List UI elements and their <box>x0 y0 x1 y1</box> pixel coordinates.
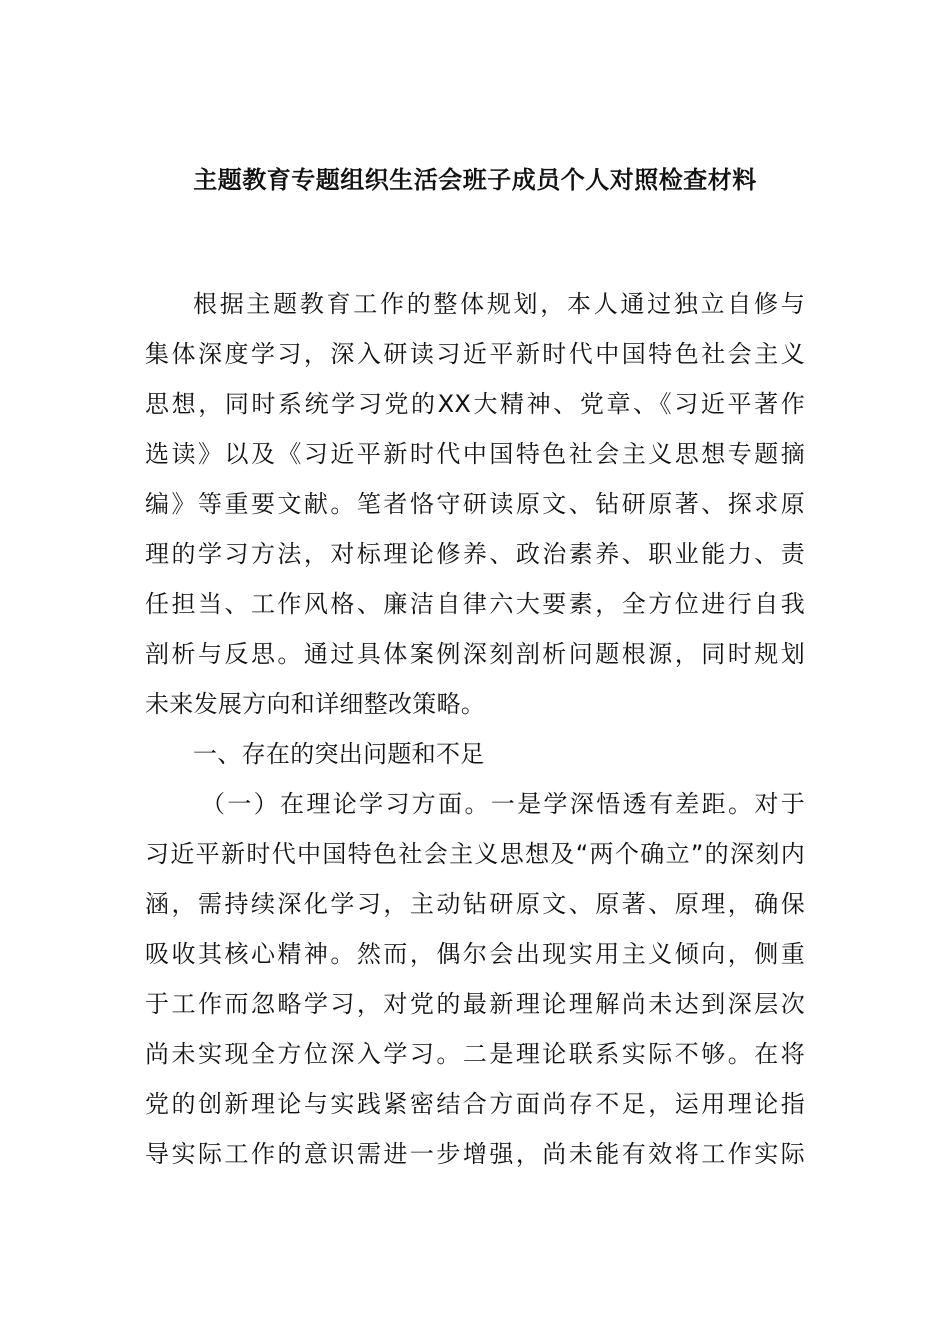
document-body <box>145 279 805 1179</box>
intro-paragraph <box>145 279 805 729</box>
paragraph-line: 根据主题教育工作的整体规划，本人通过独立自修与 <box>193 290 805 318</box>
paragraph-line: 思想，同时系统学习党的XX大精神、党章、《习近平著作 <box>145 390 805 418</box>
paragraph-line: 导实际工作的意识需进一步增强，尚未能有效将工作实际 <box>145 1140 805 1168</box>
section-heading: 一、存在的突出问题和不足 <box>193 740 485 768</box>
paragraph-line: 党的创新理论与实践紧密结合方面尚存不足，运用理论指 <box>145 1090 805 1118</box>
paragraph-line: 尚未实现全方位深入学习。二是理论联系实际不够。在将 <box>145 1040 805 1068</box>
paragraph-line: 选读》以及《习近平新时代中国特色社会主义思想专题摘 <box>145 440 805 468</box>
paragraph-line: 未来发展方向和详细整改策略。 <box>145 690 486 718</box>
paragraph-line: （一）在理论学习方面。一是学深悟透有差距。对于 <box>201 790 805 818</box>
paragraph-line: 习近平新时代中国特色社会主义思想及“两个确立”的深刻内 <box>145 840 805 868</box>
paragraph-line: 任担当、工作风格、廉洁自律六大要素，全方位进行自我 <box>145 590 805 618</box>
paragraph-line: 涵，需持续深化学习，主动钻研原文、原著、原理，确保 <box>145 890 805 918</box>
subsection-paragraph <box>145 779 805 1179</box>
paragraph-line: 剖析与反思。通过具体案例深刻剖析问题根源，同时规划 <box>145 640 805 668</box>
paragraph-line: 于工作而忽略学习，对党的最新理论理解尚未达到深层次 <box>145 990 805 1018</box>
paragraph-line: 理的学习方法，对标理论修养、政治素养、职业能力、责 <box>145 540 805 568</box>
paragraph-line: 集体深度学习，深入研读习近平新时代中国特色社会主义 <box>145 340 805 368</box>
paragraph-line: 吸收其核心精神。然而，偶尔会出现实用主义倾向，侧重 <box>145 940 805 968</box>
paragraph-line: 编》等重要文献。笔者恪守研读原文、钻研原著、探求原 <box>145 490 805 518</box>
document-title: 主题教育专题组织生活会班子成员个人对照检查材料 <box>193 166 757 194</box>
